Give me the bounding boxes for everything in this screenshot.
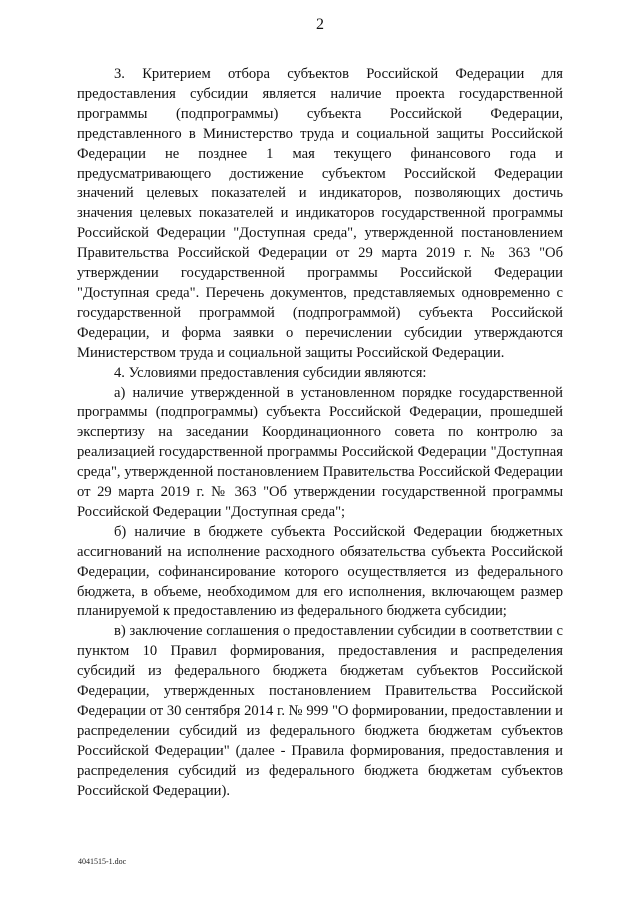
document-file-code: 4041515-1.doc	[78, 857, 127, 866]
paragraph-4-conditions-heading: 4. Условиями предоставления субсидии являются:	[114, 364, 427, 381]
document-body	[77, 65, 563, 802]
paragraph-4b-budget-allocations: б) наличие в бюджете субъекта Российской Федерации бюджетных ассигнований на исполнение расходного обязательства субъекта Российской Федерации, софинансирование которого осуществляется из федерального бюджета, в объеме, необходимом для его исполнения, включающем размер планируемой к предоставлению из федерального бюджета субсидии;	[77, 523, 563, 620]
paragraph-4c-agreement: в) заключение соглашения о предоставлении субсидии в соответствии с пунктом 10 Правил формирования, предоставления и распределения субсидий из федерального бюджета бюджетам субъектов Российской Федерации, утвержденных постановлением Правительства Российской Федерации от 30 сентября 2014 г. № 999 "О формировании, предоставлении и распределении субсидий из федерального бюджета бюджетам субъектов Российской Федерации" (далее - Правила формирования, предоставления и распределения субсидий из федерального бюджета бюджетам субъектов Российской Федерации).	[77, 623, 563, 799]
page-number: 2	[316, 16, 324, 33]
paragraph-4a-program-approval: а) наличие утвержденной в установленном порядке государственной программы (подпрограммы) субъекта Российской Федерации, прошедшей экспертизу на заседании Координационного совета по контролю за реализацией государственной программы Российской Федерации "Доступная среда", утвержденной постановлением Правительства Российской Федерации от 29 марта 2019 г. № 363 "Об утверждении государственной программы Российской Федерации "Доступная среда";	[77, 384, 563, 520]
paragraph-3-selection-criterion: 3. Критерием отбора субъектов Российской Федерации для предоставления субсидии является наличие проекта государственной программы (подпрограммы) субъекта Российской Федерации, представленного в Министерство труда и социальной защиты Российской Федерации не позднее 1 мая текущего финансового года и предусматривающего достижение субъектом Российской Федерации значений целевых показателей и индикаторов, позволяющих достичь значения целевых показателей и индикаторов государственной программы Российской Федерации "Доступная среда", утвержденной постановлением Правительства Российской Федерации от 29 марта 2019 г. № 363 "Об утверждении государственной программы Российской Федерации "Доступная среда". Перечень документов, представляемых одновременно с государственной программой (подпрограммой) субъекта Российской Федерации, и форма заявки о перечислении субсидии утверждаются Министерством труда и социальной защиты Российской Федерации.	[77, 66, 563, 361]
